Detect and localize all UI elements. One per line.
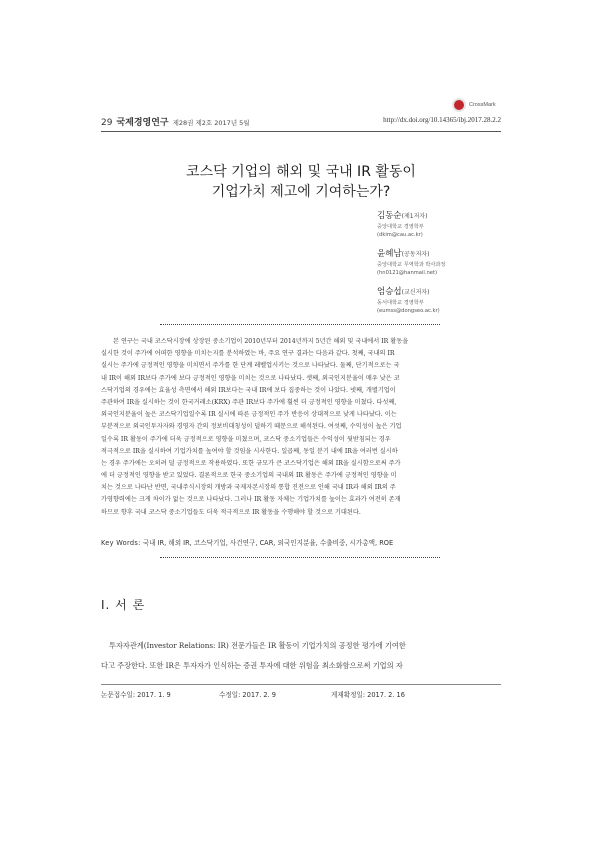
- abstract: [101, 336, 501, 519]
- author-affiliation: 중앙대학교 무역학과 박사과정: [377, 262, 446, 268]
- running-header: [101, 115, 501, 129]
- abstract-line: 본 연구는 국내 코스닥시장에 상장된 중소기업이 2010년부터 2014년까지 5년간 해외 및 국내에서 IR 활동을: [113, 338, 409, 345]
- section-heading: Ⅰ. 서 론: [101, 598, 146, 612]
- author-affiliation: 중앙대학교 경영학부: [377, 224, 424, 230]
- received-date: 논문접수일: 2017. 1. 9: [101, 691, 171, 699]
- abstract-line: 일수록 IR 활동이 주가에 더욱 긍정적으로 영향을 미쳤으며, 코스닥 중소기업들은 수익성이 뒷받침되는 경우: [101, 435, 391, 443]
- author-role: (공동저자): [401, 251, 430, 258]
- paper-title: [101, 162, 501, 202]
- abstract-line: 스닥기업의 경우에는 효율성 측면에서 해외 IR보다는 국내 IR에 보다 집중하는 것이 나았다. 넷째, 개별기업이: [101, 386, 396, 394]
- abstract-divider-top: [160, 324, 440, 325]
- abstract-line: 외국인지분율이 높은 코스닥기업일수록 IR 실시에 따른 긍정적인 주가 반응이 상대적으로 낮게 나타났다. 이는: [101, 411, 397, 419]
- revised-date: 수정일: 2017. 2. 9: [219, 691, 276, 699]
- doi-link[interactable]: http://dx.doi.org/10.14365/ibj.2017.28.2.2: [383, 116, 501, 124]
- title-line-1: 코스닥 기업의 해외 및 국내 IR 활동이: [186, 164, 416, 180]
- author-email: (eumss@dongseo.ac.kr): [377, 308, 440, 314]
- crossmark-icon: [452, 98, 466, 112]
- author-1: [377, 210, 507, 239]
- author-role: (제1저자): [401, 213, 428, 220]
- author-email: (dkim@cau.ac.kr): [377, 232, 423, 238]
- author-role: (교신저자): [401, 289, 430, 296]
- abstract-line: 하므로 향후 국내 코스닥 중소기업들도 더욱 적극적으로 IR 활동을 수행해야 할 것으로 기대된다.: [101, 508, 361, 516]
- abstract-line: 주관하여 IR을 실시하는 것이 한국거래소(KRX) 주관 IR보다 주가에 훨씬 더 긍정적인 영향을 미쳤다. 다섯째,: [101, 398, 397, 406]
- crossmark-badge[interactable]: [452, 98, 496, 112]
- body-text: [101, 636, 501, 676]
- keywords-label: Key Words:: [101, 539, 141, 547]
- journal-issue: 제28권 제2호 2017년 5월: [172, 119, 250, 127]
- abstract-line: 에 더 긍정적인 영향을 받고 있었다. 결론적으로 한국 중소기업의 국내외 IR 활동은 주가에 긍정적인 영향을 미: [101, 472, 397, 480]
- keywords-terms: 국내 IR, 해외 IR, 코스닥기업, 사건연구, CAR, 외국인지분율, 수출비중, 시가총액, ROE: [142, 539, 394, 547]
- abstract-line: 실시는 주가에 긍정적인 영향을 미치면서 주가를 한 단계 레벨업시키는 것으로 나타났다. 둘째, 단기적으로는 국: [101, 362, 400, 370]
- header-rule: [101, 131, 501, 132]
- author-affiliation: 동서대학교 경영학부: [377, 300, 424, 306]
- page-number: 29: [101, 118, 113, 128]
- body-line: 투자자관계(Investor Relations: IR) 전문가들은 IR 활동이 기업가치의 공정한 평가에 기여한: [109, 641, 406, 650]
- abstract-line: 는 경우 주가에는 오히려 덜 긍정적으로 작용하였다. 또한 규모가 큰 코스닥기업은 해외 IR을 실시함으로써 주가: [101, 459, 401, 467]
- crossmark-label: CrossMark: [469, 102, 496, 108]
- abstract-line: 적극적으로 IR을 실시하여 기업가치를 높여야 할 것임을 시사한다. 일곱째, 동일 분기 내에 IR을 여러번 실시하: [101, 447, 398, 455]
- abstract-line: 부분적으로 외국인투자자와 경영자 간의 정보비대칭성이 덜하기 때문으로 해석된다. 여섯째, 수익성이 높은 기업: [101, 423, 402, 431]
- author-block: [377, 210, 507, 324]
- author-email: (hn0121@hanmail.net): [377, 270, 438, 276]
- abstract-line: 실시한 것이 주가에 어떠한 영향을 미치는지를 분석하였는 바, 주요 연구 결과는 다음과 같다. 첫째, 국내의 IR: [101, 350, 395, 358]
- journal-name: 국제경영연구: [116, 118, 169, 128]
- author-2: [377, 248, 507, 277]
- author-name: 윤혜남: [377, 249, 402, 259]
- title-line-2: 기업가치 제고에 기여하는가?: [211, 184, 391, 200]
- abstract-line: 내 IR이 해외 IR보다 주가에 보다 긍정적인 영향을 미치는 것으로 나타났다. 셋째, 외국인지분율이 매우 낮은 코: [101, 374, 400, 382]
- footer-rule: [101, 684, 501, 685]
- abstract-line: 치는 것으로 나타난 반면, 국내주식시장의 개방과 국제자본시장의 통합 진전으로 인해 국내 IR과 해외 IR의 주: [101, 484, 396, 492]
- keywords: [101, 537, 501, 547]
- abstract-divider-bottom: [160, 557, 440, 558]
- author-3: [377, 286, 507, 315]
- abstract-line: 가영향력에는 크게 차이가 없는 것으로 나타났다. 그러나 IR 활동 자체는 기업가치를 높이는 효과가 여전히 존재: [101, 496, 401, 504]
- author-name: 김동순: [377, 211, 402, 221]
- author-name: 엄승섭: [377, 287, 402, 297]
- body-line: 다고 주장한다. 또한 IR은 투자자가 인식하는 증권 투자에 대한 위험을 최소화함으로써 기업의 자: [101, 661, 403, 670]
- accepted-date: 게재확정일: 2017. 2. 16: [331, 691, 405, 699]
